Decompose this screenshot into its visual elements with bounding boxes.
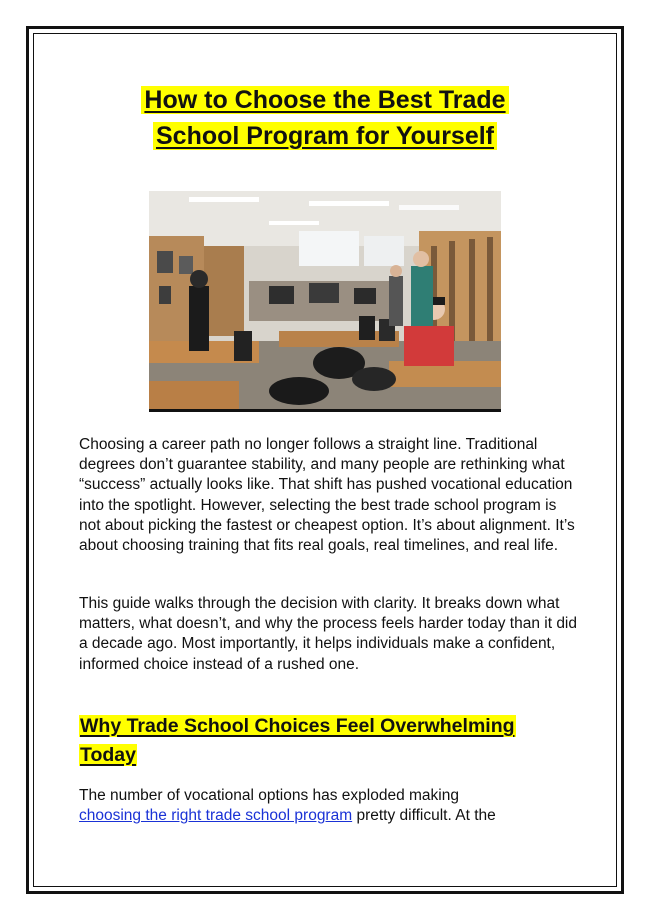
title-line-1: How to Choose the Best Trade <box>141 86 508 114</box>
document-title <box>60 82 590 154</box>
section-heading-line-2: Today <box>80 744 136 766</box>
section-heading-line-1: Why Trade School Choices Feel Overwhelming <box>80 715 515 737</box>
guide-paragraph: This guide walks through the decision with clarity. It breaks down what matters, what doesn’t, and why the process feels harder today than it did a decade ago. Most importantly, it helps individuals make a confident, informed choice instead of a rushed one. <box>79 595 577 673</box>
section-paragraph <box>79 786 579 826</box>
image-rule <box>149 409 501 412</box>
classroom-workshop-photo <box>149 191 501 411</box>
section-paragraph-text: The number of vocational options has exploded making <box>79 787 459 804</box>
title-line-2: School Program for Yourself <box>153 122 497 150</box>
section-heading <box>79 712 599 770</box>
trade-school-program-link[interactable]: choosing the right trade school program <box>79 807 353 825</box>
intro-paragraph: Choosing a career path no longer follows a straight line. Traditional degrees don’t guarantee stability, and many people are rethinking what “success” actually looks like. That shift has pushed vocational education into the spotlight. However, selecting the best trade school program is not about picking the fastest or cheapest option. It’s about alignment. It’s about choosing training that fits real goals, real timelines, and real life. <box>79 436 575 555</box>
section-paragraph-text-end: pretty difficult. At the <box>352 807 496 825</box>
